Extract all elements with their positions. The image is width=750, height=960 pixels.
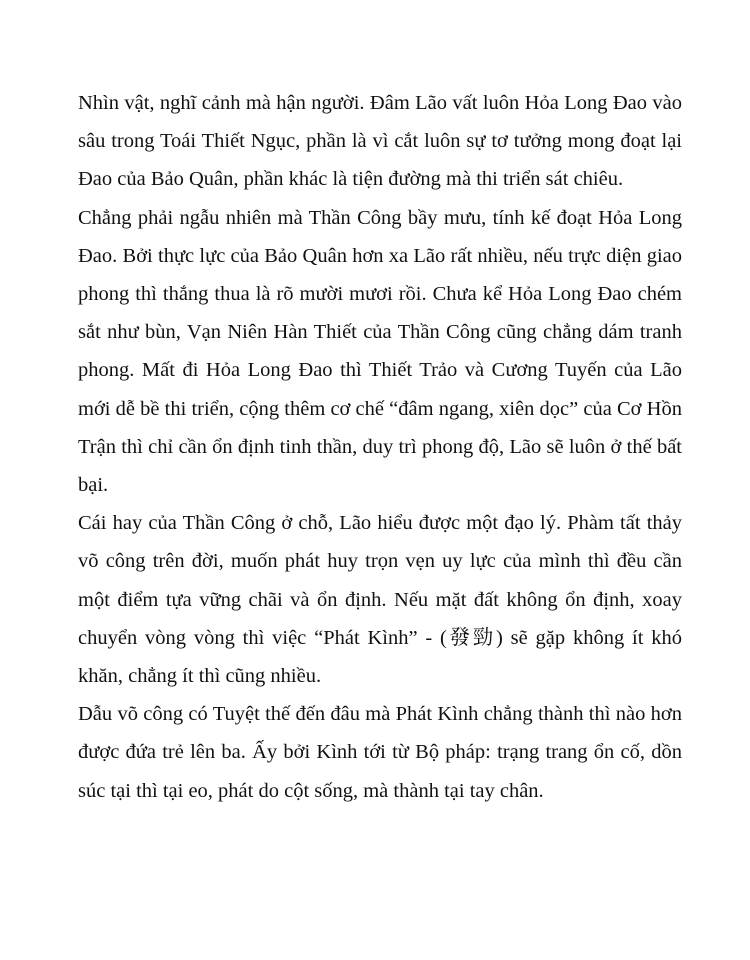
paragraph-3: Cái hay của Thần Công ở chỗ, Lão hiểu được một đạo lý. Phàm tất thảy võ công trên đời, muốn phát huy trọn vẹn uy lực của mình thì đều cần một điểm tựa vững chãi và ổn định. Nếu mặt đất không ổn định, xoay chuyển vòng vòng thì việc “Phát Kình” - (發勁) sẽ gặp không ít khó khăn, chẳng ít thì cũng nhiều. bbox=[78, 512, 682, 688]
paragraph-2: Chẳng phải ngẫu nhiên mà Thần Công bầy mưu, tính kế đoạt Hỏa Long Đao. Bởi thực lực của Bảo Quân hơn xa Lão rất nhiều, nếu trực diện giao phong thì thắng thua là rõ mười mươi rồi. Chưa kể Hỏa Long Đao chém sắt như bùn, Vạn Niên Hàn Thiết của Thần Công cũng chẳng dám tranh phong. Mất đi Hỏa Long Đao thì Thiết Trảo và Cương Tuyến của Lão mới dễ bề thi triển, cộng thêm cơ chế “đâm ngang, xiên dọc” của Cơ Hồn Trận thì chỉ cần ổn định tinh thần, duy trì phong độ, Lão sẽ luôn ở thế bất bại. bbox=[78, 206, 682, 497]
paragraph-1: Nhìn vật, nghĩ cảnh mà hận người. Đâm Lão vất luôn Hỏa Long Đao vào sâu trong Toái Thiết Ngục, phần là vì cắt luôn sự tơ tưởng mong đoạt lại Đao của Bảo Quân, phần khác là tiện đường mà thi triển sát chiêu. bbox=[78, 92, 682, 191]
text-body bbox=[78, 84, 682, 810]
paragraph-4: Dẫu võ công có Tuyệt thế đến đâu mà Phát Kình chẳng thành thì nào hơn được đứa trẻ lên ba. Ấy bởi Kình tới từ Bộ pháp: trạng trang ổn cố, dồn súc tại thì tại eo, phát do cột sống, mà thành tại tay chân. bbox=[78, 703, 682, 802]
